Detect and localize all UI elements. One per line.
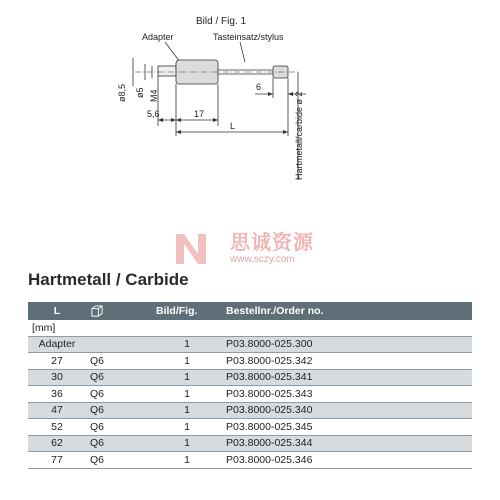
unit-cell: [mm]	[28, 320, 472, 336]
cell-l: 27	[28, 353, 86, 370]
cell-l: 30	[28, 369, 86, 386]
header-cube	[86, 302, 152, 320]
table-row	[28, 402, 472, 419]
dim-5-6: 5,6	[147, 109, 160, 119]
watermark	[170, 226, 340, 276]
cell-type: Q6	[86, 452, 152, 469]
header-order: Bestellnr./Order no.	[222, 302, 472, 320]
cell-fig: 1	[152, 369, 222, 386]
cell-type: Q6	[86, 353, 152, 370]
header-l: L	[28, 302, 86, 320]
order-table	[28, 302, 472, 469]
cell-l: 52	[28, 419, 86, 436]
cell-order: P03.8000-025.344	[222, 435, 472, 452]
cell-order: P03.8000-025.341	[222, 369, 472, 386]
cell-l: 36	[28, 386, 86, 403]
cell-order: P03.8000-025.346	[222, 452, 472, 469]
cell-fig: 1	[152, 353, 222, 370]
cell-type: Q6	[86, 419, 152, 436]
dim-6: 6	[256, 82, 262, 92]
cell-order: P03.8000-025.342	[222, 353, 472, 370]
watermark-logo-icon	[170, 226, 214, 270]
cell-type	[86, 336, 152, 353]
cell-fig: 1	[152, 402, 222, 419]
dim-m4: M4	[149, 89, 159, 102]
watermark-text: 思诚资源	[230, 230, 314, 254]
dim-phi-8-5: ø8,5	[117, 83, 127, 102]
table-header-row	[28, 302, 472, 320]
cell-l: 62	[28, 435, 86, 452]
technical-drawing	[0, 0, 500, 235]
watermark-url: www.sczy.com	[230, 254, 295, 265]
table-row	[28, 336, 472, 353]
unit-row	[28, 320, 472, 336]
cell-order: P03.8000-025.343	[222, 386, 472, 403]
cell-fig: 1	[152, 386, 222, 403]
table-row	[28, 369, 472, 386]
table-row	[28, 419, 472, 436]
label-stylus: Tasteinsatz/stylus	[213, 32, 284, 42]
cube-icon	[90, 305, 103, 318]
cell-fig: 1	[152, 452, 222, 469]
cell-fig: 1	[152, 336, 222, 353]
cell-type: Q6	[86, 386, 152, 403]
cell-type: Q6	[86, 369, 152, 386]
label-adapter: Adapter	[142, 32, 174, 42]
cell-l: 47	[28, 402, 86, 419]
cell-type: Q6	[86, 402, 152, 419]
table-row	[28, 435, 472, 452]
cell-l: Adapter	[28, 336, 86, 353]
cell-fig: 1	[152, 419, 222, 436]
section-title: Hartmetall / Carbide	[28, 270, 189, 289]
table-row	[28, 452, 472, 469]
figure-title: Bild / Fig. 1	[196, 16, 247, 27]
dim-l: L	[230, 121, 236, 131]
dim-17: 17	[194, 109, 205, 119]
header-fig: Bild/Fig.	[152, 302, 222, 320]
cell-order: P03.8000-025.340	[222, 402, 472, 419]
cell-l: 77	[28, 452, 86, 469]
cell-fig: 1	[152, 435, 222, 452]
cell-order: P03.8000-025.345	[222, 419, 472, 436]
cell-order: P03.8000-025.300	[222, 336, 472, 353]
cell-type: Q6	[86, 435, 152, 452]
table-row	[28, 386, 472, 403]
dim-phi-5: ø5	[135, 87, 145, 98]
table-row	[28, 353, 472, 370]
dim-carbide-tip: Hartmetall/carbide ø 2	[294, 91, 304, 180]
